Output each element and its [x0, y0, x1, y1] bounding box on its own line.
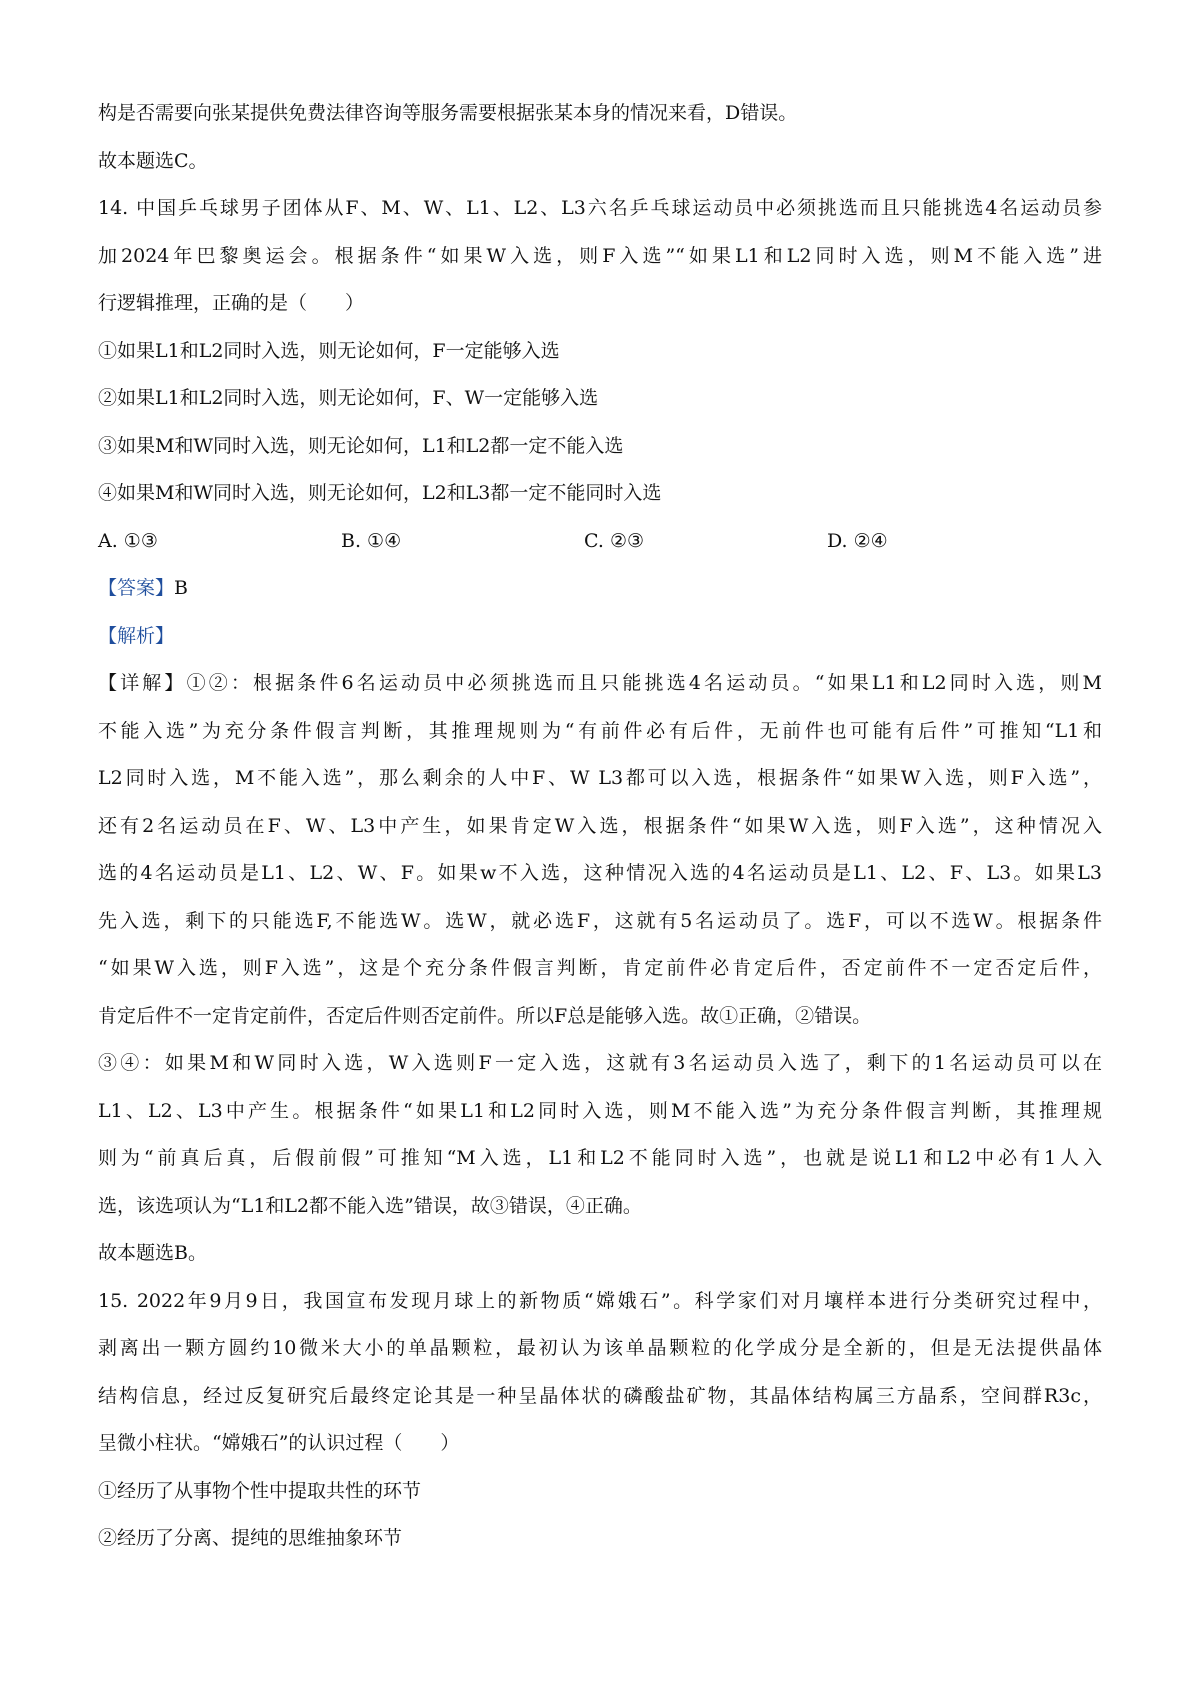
q14-option-a: A. ①③	[98, 529, 158, 552]
q14-option-c: C. ②③	[584, 529, 645, 552]
answer-tag: 【答案】	[98, 577, 175, 599]
prev-tail: 构是否需要向张某提供免费法律咨询等服务需要根据张某本身的情况来看，D错误。	[98, 102, 798, 124]
q14-detail-line: 肯定后件不一定肯定前件，否定后件则否定前件。所以F总是能够入选。故①正确，②错误。	[98, 1004, 872, 1027]
q14-detail-line	[98, 660, 1102, 708]
q14-statement: ④如果M和W同时入选，则无论如何，L2和L3都一定不能同时入选	[98, 482, 662, 504]
document-page	[98, 90, 1102, 1563]
q14-detail-line: ③④：如果M和W同时入选，W入选则F一定入选，这就有3名运动员入选了，剩下的1名运动员可以在	[98, 1052, 1102, 1074]
q15-stem-line: 剥离出一颗方圆约10微米大小的单晶颗粒，最初认为该单晶颗粒的化学成分是全新的，但是无法提供晶体	[98, 1337, 1102, 1359]
q14-stem-line: 行逻辑推理，正确的是（ ）	[98, 292, 365, 314]
answer-value: B	[174, 577, 188, 599]
q14-analysis	[98, 613, 1102, 661]
q14-detail-line: 先入选，剩下的只能选F,不能选W。选W，就必选F，这就有5名运动员了。选F，可以不选W。根据条件	[98, 909, 1102, 932]
q14-detail-line: 则为“前真后真，后假前假”可推知“M入选，L1和L2不能同时入选”，也就是说L1和L2中必有1人入	[98, 1147, 1102, 1169]
detail-tag: 【详解】	[98, 672, 187, 694]
q14-detail-line: 选的4名运动员是L1、L2、W、F。如果w不入选，这种情况入选的4名运动员是L1、L2、F、L3。如果L3	[98, 862, 1102, 884]
q14-conclusion: 故本题选B。	[98, 1242, 207, 1264]
q14-stem-line: 14. 中国乒乓球男子团体从F、M、W、L1、L2、L3六名乒乓球运动员中必须挑选而且只能挑选4名运动员参	[98, 197, 1102, 219]
q15-stem-line: 呈微小柱状。“嫦娥石”的认识过程（ ）	[98, 1432, 460, 1454]
q14-statement: ②如果L1和L2同时入选，则无论如何，F、W一定能够入选	[98, 387, 599, 409]
q14-detail-line: “如果W入选，则F入选”，这是个充分条件假言判断，肯定前件必肯定后件，否定前件不一定否定后件，	[98, 957, 1102, 979]
q14-options	[98, 518, 1102, 566]
q14-statement: ①如果L1和L2同时入选，则无论如何，F一定能够入选	[98, 339, 560, 362]
q14-detail-line: 选，该选项认为“L1和L2都不能入选”错误，故③错误，④正确。	[98, 1194, 642, 1217]
q15-statement: ①经历了从事物个性中提取共性的环节	[98, 1479, 422, 1502]
analysis-tag: 【解析】	[98, 624, 175, 647]
q14-option-d: D. ②④	[827, 529, 888, 552]
q14-detail-line: L2同时入选，M不能入选”，那么剩余的人中F、W L3都可以入选，根据条件“如果W入选，则F入选”，	[98, 767, 1102, 789]
q14-detail-line: 还有2名运动员在F、W、L3中产生，如果肯定W入选，根据条件“如果W入选，则F入选”，这种情况入	[98, 814, 1102, 837]
q14-option-b: B. ①④	[341, 529, 402, 552]
q15-stem-line: 结构信息，经过反复研究后最终定论其是一种呈晶体状的磷酸盐矿物，其晶体结构属三方晶系，空间群R3c，	[98, 1384, 1102, 1407]
q15-statement: ②经历了分离、提纯的思维抽象环节	[98, 1527, 403, 1549]
q14-detail-line: L1、L2、L3中产生。根据条件“如果L1和L2同时入选，则M不能入选”为充分条件假言判断，其推理规	[98, 1099, 1102, 1122]
detail-text: ①②：根据条件6名运动员中必须挑选而且只能挑选4名运动员。“如果L1和L2同时入选，则M	[186, 672, 1102, 694]
q14-answer	[98, 565, 1102, 613]
prev-conclusion: 故本题选C。	[98, 149, 208, 172]
q14-detail-line: 不能入选”为充分条件假言判断，其推理规则为“有前件必有后件，无前件也可能有后件”可推知“L1和	[98, 719, 1102, 742]
q14-stem-line: 加2024年巴黎奥运会。根据条件“如果W入选，则F入选”“如果L1和L2同时入选，则M不能入选”进	[98, 244, 1102, 267]
q15-stem-line: 15. 2022年9月9日，我国宣布发现月球上的新物质“嫦娥石”。科学家们对月壤样本进行分类研究过程中，	[98, 1289, 1102, 1312]
q14-statement: ③如果M和W同时入选，则无论如何，L1和L2都一定不能入选	[98, 434, 624, 457]
